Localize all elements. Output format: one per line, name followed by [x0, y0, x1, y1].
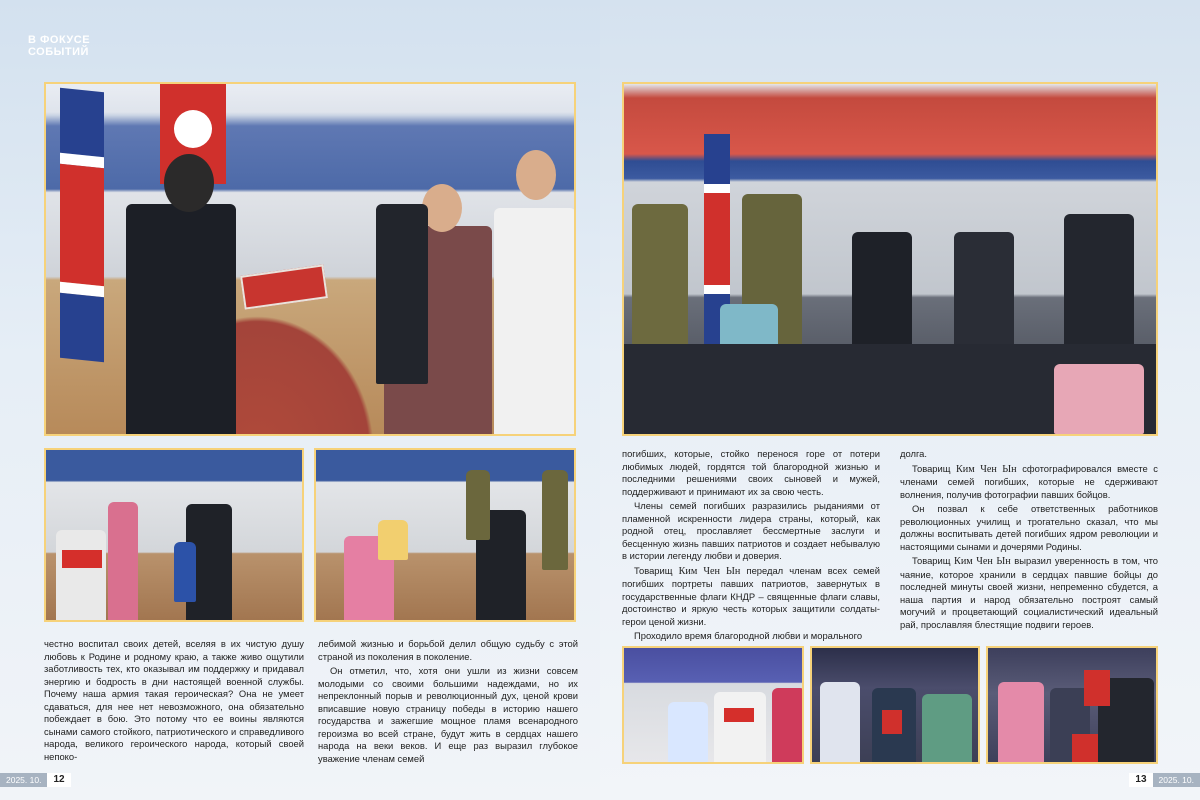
section-label-line2: СОБЫТИЙ — [28, 46, 89, 58]
leader-name: Ким Чен Ын — [954, 556, 1011, 567]
national-flag-icon — [60, 88, 104, 363]
paragraph: Проходило время благородной любви и морального — [634, 630, 863, 641]
photo-bow — [314, 448, 576, 622]
paragraph — [622, 565, 880, 629]
page-number: 12 — [47, 773, 70, 787]
paragraph — [900, 555, 1158, 631]
left-column-2 — [318, 638, 578, 765]
main-photo-right — [622, 82, 1158, 436]
person-figure — [494, 208, 576, 436]
text-run: Товарищ — [912, 462, 957, 474]
folio-left — [0, 773, 71, 787]
page-number: 13 — [1129, 773, 1152, 787]
paragraph: погибших, которые, стойко перенося горе от потери любимых людей, гордятся той благородной жизнью и последними решениями своих сыновей и мужей, поддерживают и принимают их за свою честь. — [622, 448, 880, 497]
person-figure — [1054, 364, 1144, 434]
section-label — [28, 34, 90, 58]
photo-families — [810, 646, 980, 764]
paragraph: честно воспитал своих детей, вселяя в их чистую душу любовь к Родине и родному краю, а также живо ощутили заботливость тех, кто оказывал им поддержку и придавал энергию и бодрость в дни настоящей военной службы. Почему наша армия такая героическая? Она не умеет сдаваться, для нее нет невозможного, она обязательно побеждает в бою. Это потому что ее воины являются сынами самого стойкого, патриотического и справедливого народа, великого героического народа, который своей непоко- — [44, 638, 304, 762]
person-figure — [376, 204, 428, 384]
text-run: передал членам всех семей погибших портреты павших патриотов, завернутых в государственные флаги КНДР – священные флаги славы, достоинство и яркую честь которых защитили солдаты-герои ценой жизни. — [622, 564, 880, 627]
paragraph: Он отметил, что, хотя они ушли из жизни совсем молодыми со своими большими надеждами, но их непреклонный порыв и революционный дух, ценой крови вписавшие новую страницу победы в историю нашего государства и зажегшие мощное пламя всенародного героизма во всей стране, будут жить в сердцах нашего народа на веки веков. И еще раз выразил глубокое уважение членам семей — [318, 665, 578, 764]
leader-name: Ким Чен Ын — [956, 463, 1017, 475]
text-run: Товарищ — [634, 564, 679, 576]
person-figure — [126, 204, 236, 436]
text-run: выразил уверенность в том, что чаяние, которое хранили в сердцах павшие бойцы до последней минуты своей жизни, непременно сбудется, а наша партия и народ обязательно построят самый могучий и процветающий социалистический идеальный рай, прославляя блестящие подвиги героев. — [900, 555, 1159, 630]
issue-date: 2025. 10. — [1153, 773, 1200, 787]
paragraph: долга. — [900, 448, 927, 459]
photo-children — [622, 646, 804, 764]
photo-portraits — [986, 646, 1158, 764]
right-column-1 — [622, 448, 880, 643]
paragraph: Он позвал к себе ответственных работников революционных училищ и трогательно сказал, что мы должны воспитывать детей погибших ядром революции и настоящими сынами и дочерями Родины. — [900, 503, 1158, 552]
issue-date: 2025. 10. — [0, 773, 47, 787]
left-column-1 — [44, 638, 304, 763]
paragraph: лебимой жизнью и борьбой делил общую судьбу с этой страной из поколения в поколение. — [318, 638, 578, 662]
main-photo-left — [44, 82, 576, 436]
right-column-2 — [900, 448, 1158, 631]
folded-flag — [240, 264, 328, 309]
text-run: сфотографировался вместе с членами семей погибших, которые не сдерживают волнения, получив фотографии павших бойцов. — [900, 462, 1158, 500]
paragraph: Члены семей погибших разразились рыданиями от пламенной искренности лидера страны, который, как родной отец, прославляет бессмертные заслуги и бесценную жизнь павших патриотов и создает небывалую в истории легенду любви и доверия. — [622, 500, 880, 561]
section-label-line1: В ФОКУСЕ — [28, 34, 91, 46]
text-run: Товарищ — [912, 555, 955, 566]
folio-right — [1129, 773, 1200, 787]
photo-embrace — [44, 448, 304, 622]
leader-name: Ким Чен Ын — [678, 565, 741, 577]
paragraph — [900, 463, 1158, 502]
